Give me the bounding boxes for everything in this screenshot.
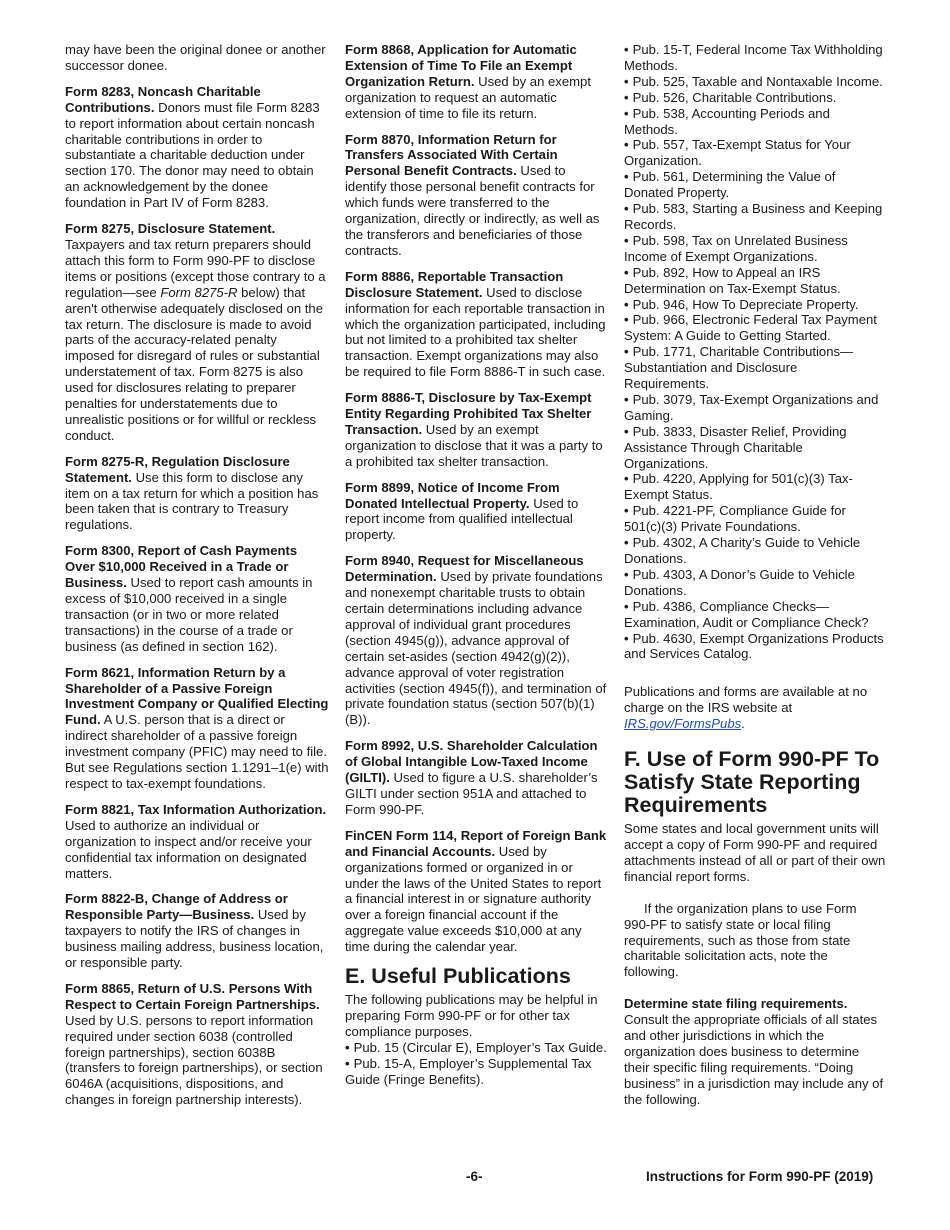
bullet-icon: •: [624, 296, 629, 312]
entry-title: Form 8886, Reportable Transaction Disclosure Statement.: [345, 268, 564, 300]
section-f-paragraph: Some states and local government units will accept a copy of Form 990-PF and required attachments instead of all or part of their own financial report forms.: [624, 821, 886, 884]
publication-item: • Pub. 4630, Exempt Organizations Products and Services Catalog.: [624, 630, 884, 662]
column-left: [65, 42, 329, 1118]
bullet-icon: •: [624, 598, 629, 614]
column-right: [624, 42, 886, 1118]
bullet-icon: •: [624, 42, 629, 57]
form-8275r-entry: [65, 454, 329, 534]
bullet-icon: •: [345, 1039, 350, 1055]
entry-body: Consult the appropriate officials of all states and other jurisdictions in which the organization does business to determine their specific filing requirements. “Doing business” in a jurisdiction may include any of the following.: [624, 1012, 884, 1107]
entry-body: Used to authorize an individual or organization to inspect and/or receive your confidential tax information on designated matters.: [65, 817, 312, 881]
bullet-icon: •: [624, 391, 629, 407]
bullet-icon: •: [624, 232, 629, 248]
form-8621-entry: [65, 665, 329, 792]
publication-item: • Pub. 583, Starting a Business and Keeping Records.: [624, 201, 883, 232]
entry-body: Used by private foundations and nonexempt charitable trusts to obtain certain determinations including advance approval of individual grant procedures (section 4945(g)), advance approval of certain set-asides (section 4942(g)(2)), advance approval of voter registration activities (section 4945(f)), and termination of private foundation status (section 507(b)(1)(B)).: [345, 569, 607, 728]
bullet-icon: •: [624, 471, 629, 487]
publication-item: • Pub. 15 (Circular E), Employer’s Tax Guide.: [345, 1039, 607, 1055]
entry-title: Form 8821, Tax Information Authorization.: [65, 801, 327, 817]
entry-body: Used by an exempt organization to request an automatic extension of time to file its return.: [345, 73, 591, 121]
page-number: -6-: [466, 1169, 483, 1184]
bullet-icon: •: [624, 105, 629, 121]
publication-item: • Pub. 892, How to Appeal an IRS Determination on Tax-Exempt Status.: [624, 264, 841, 296]
publication-item: • Pub. 4386, Compliance Checks—Examination, Audit or Compliance Check?: [624, 598, 869, 630]
publication-item: • Pub. 1771, Charitable Contributions—Substantiation and Disclosure Requirements.: [624, 344, 854, 392]
entry-body: Used by taxpayers to notify the IRS of changes in business mailing address, business location, or responsible party.: [65, 907, 324, 971]
irs-forms-link[interactable]: IRS.gov/FormsPubs: [624, 716, 742, 732]
bullet-icon: •: [624, 535, 629, 551]
form-footer-title: Instructions for Form 990-PF (2019): [646, 1169, 874, 1184]
form-8283-entry: [65, 84, 329, 211]
entry-title: Form 8899, Notice of Income From Donated Intellectual Property.: [345, 479, 560, 511]
bullet-icon: •: [624, 264, 629, 280]
entry-title: Form 8870, Information Return for Transfers Associated With Certain Personal Benefit Contracts.: [345, 131, 558, 179]
publication-item: • Pub. 966, Electronic Federal Tax Payment System: A Guide to Getting Started.: [624, 312, 877, 344]
bullet-icon: •: [624, 169, 629, 185]
publication-item: • Pub. 525, Taxable and Nontaxable Income.: [624, 73, 883, 89]
entry-body: Used to report income from qualified intellectual property.: [345, 495, 579, 543]
publication-item: • Pub. 15-T, Federal Income Tax Withholding Methods.: [624, 42, 883, 73]
form-8886-entry: [345, 269, 609, 380]
bullet-icon: •: [624, 137, 629, 153]
entry-title: Form 8865, Return of U.S. Persons With Respect to Certain Foreign Partnerships.: [65, 980, 320, 1012]
form-8992-entry: [345, 738, 609, 818]
entry-body: below) that aren't otherwise adequately disclosed on the tax return. The disclosure is made to avoid parts of the accuracy-related penalty imposed for disregard of rules or substantial understatement of tax. Form 8275 is also used for disclosures relating to preparer penalties for understatements due to unrealistic positions or for willful or reckless conduct.: [65, 284, 323, 443]
entry-body: Used by an exempt organization to disclose that it was a party to a prohibited tax shelter transaction.: [345, 421, 603, 469]
entry-body: Used to disclose information for each reportable transaction in which the organization participated, including but not limited to a prohibited tax shelter transaction. Exempt organizations may also be required to file Form 8886-T in such case.: [345, 284, 606, 380]
entry-body: Used by organizations formed or organized in or under the laws of the United States to report a financial interest in or signature authority over a foreign financial account if the aggregate value exceeds $10,000 at any time during the calendar year.: [345, 843, 602, 955]
form-8870-entry: [345, 132, 609, 259]
publication-item: • Pub. 3833, Disaster Relief, Providing Assistance Through Charitable Organizations.: [624, 423, 847, 471]
form-8822b-entry: [65, 891, 329, 971]
publication-item: • Pub. 557, Tax-Exempt Status for Your Organization.: [624, 137, 851, 169]
entry-title: Form 8621, Information Return by a Shareholder of a Passive Foreign Investment Company or Qualified Electing Fund.: [65, 664, 329, 728]
publication-item: • Pub. 538, Accounting Periods and Methods.: [624, 105, 830, 137]
entry-body: Use this form to disclose any item on a tax return for which a position has been taken that is contrary to Treasury regulations.: [65, 469, 319, 533]
entry-body: Used to report cash amounts in excess of $10,000 received in a single transaction (or in two or more related transactions) in the course of a trade or business (as defined in section 162).: [65, 575, 313, 654]
entry-title: Form 8275-R, Regulation Disclosure Statement.: [65, 453, 290, 485]
publication-item: • Pub. 526, Charitable Contributions.: [624, 89, 837, 105]
entry-body: Used to identify those personal benefit contracts for which funds were transferred to the organization, directly or indirectly, as well as the transferors and beneficiaries of those contracts.: [345, 163, 600, 258]
form-8865-entry: [65, 981, 329, 1108]
publication-item: • Pub. 4221-PF, Compliance Guide for 501(c)(3) Private Foundations.: [624, 503, 846, 535]
form-8300-entry: [65, 543, 329, 654]
entry-body: A U.S. person that is a direct or indirect shareholder of a passive foreign investment company (PFIC) may need to file. But see Regulations section 1.1291–1(e) with respect to tax-exempt foundations.: [65, 712, 329, 791]
form-8899-entry: [345, 480, 609, 544]
publication-item: • Pub. 3079, Tax-Exempt Organizations and Gaming.: [624, 391, 879, 423]
entry-body: Used by U.S. persons to report information required under section 6038 (controlled foreign partnerships), section 6038B (transfers to foreign partnerships), or section 6046A (acquisitions, dispositions, and changes in foreign partnership interests).: [65, 1012, 323, 1108]
bullet-icon: •: [624, 566, 629, 582]
bullet-icon: •: [345, 1055, 350, 1071]
section-e-intro: The following publications may be helpful in preparing Form 990-PF or for other tax compliance purposes.: [345, 992, 598, 1039]
entry-body: Donors must file Form 8283 to report information about certain noncash charitable contributions in order to substantiate a charitable deduction under section 170. The donor may need to obtain an acknowledgement by the donee foundation in Part IV of Form 8283.: [65, 99, 320, 211]
form-8940-entry: [345, 553, 609, 728]
form-8886t-entry: [345, 390, 609, 470]
entry-title: Determine state filing requirements.: [624, 996, 848, 1012]
entry-title: Form 8822-B, Change of Address or Responsible Party—Business.: [65, 891, 288, 923]
entry-title: Form 8886-T, Disclosure by Tax-Exempt Entity Regarding Prohibited Tax Shelter Transaction.: [345, 390, 592, 437]
entry-title: FinCEN Form 114, Report of Foreign Bank and Financial Accounts.: [345, 827, 607, 859]
form-8821-entry: [65, 802, 329, 882]
bullet-icon: •: [624, 312, 629, 328]
entry-title: Form 8992, U.S. Shareholder Calculation of Global Intangible Low-Taxed Income (GILTI).: [345, 738, 598, 786]
bullet-icon: •: [624, 89, 629, 105]
form-reference: Form 8275-R: [160, 284, 238, 300]
fincen-114-entry: [345, 828, 609, 955]
bullet-icon: •: [624, 503, 629, 519]
column-middle: [345, 42, 609, 1087]
entry-title: Form 8868, Application for Automatic Extension of Time To File an Exempt Organization Return.: [345, 42, 577, 89]
publication-item: • Pub. 598, Tax on Unrelated Business Income of Exempt Organizations.: [624, 232, 848, 264]
bullet-icon: •: [624, 73, 629, 89]
form-8868-entry: [345, 42, 609, 122]
publication-item: • Pub. 15-A, Employer’s Supplemental Tax Guide (Fringe Benefits).: [345, 1055, 592, 1087]
state-filing-entry: [624, 996, 886, 1107]
publication-item: • Pub. 4220, Applying for 501(c)(3) Tax-Exempt Status.: [624, 471, 853, 503]
entry-body: Used to figure a U.S. shareholder’s GILTI under section 951A and attached to Form 990-PF.: [345, 770, 598, 817]
bullet-icon: •: [624, 344, 629, 360]
publication-item: • Pub. 946, How To Depreciate Property.: [624, 296, 859, 312]
entry-title: Form 8275, Disclosure Statement.: [65, 221, 276, 237]
publication-item: • Pub. 4302, A Charity’s Guide to Vehicle Donations.: [624, 535, 861, 566]
entry-title: Form 8300, Report of Cash Payments Over $10,000 Received in a Trade or Business.: [65, 543, 298, 591]
bullet-icon: •: [624, 423, 629, 439]
bullet-icon: •: [624, 630, 629, 646]
publication-item: • Pub. 561, Determining the Value of Donated Property.: [624, 169, 836, 201]
intro-text: may have been the original donee or another successor donee.: [65, 42, 326, 73]
publication-item: • Pub. 4303, A Donor’s Guide to Vehicle Donations.: [624, 566, 855, 598]
section-f-heading: F. Use of Form 990-PF To Satisfy State Reporting Requirements: [624, 747, 880, 818]
entry-title: Form 8283, Noncash Charitable Contributions.: [65, 83, 261, 115]
entry-title: Form 8940, Request for Miscellaneous Determination.: [345, 553, 584, 585]
section-f-paragraph: If the organization plans to use Form 990-PF to satisfy state or local filing requirements, such as those from state charitable solicitation acts, note the following.: [624, 900, 857, 980]
entry-body: Taxpayers and tax return preparers should attach this form to Form 990-PF to disclose items or positions (except those contrary to a regulation—see: [65, 236, 326, 300]
section-e-heading: E. Useful Publications: [345, 964, 571, 989]
bullet-icon: •: [624, 201, 629, 217]
availability-text: Publications and forms are available at no charge on the IRS website at IRS.gov/FormsPubs.: [624, 684, 868, 732]
form-8275-entry: [65, 221, 329, 444]
